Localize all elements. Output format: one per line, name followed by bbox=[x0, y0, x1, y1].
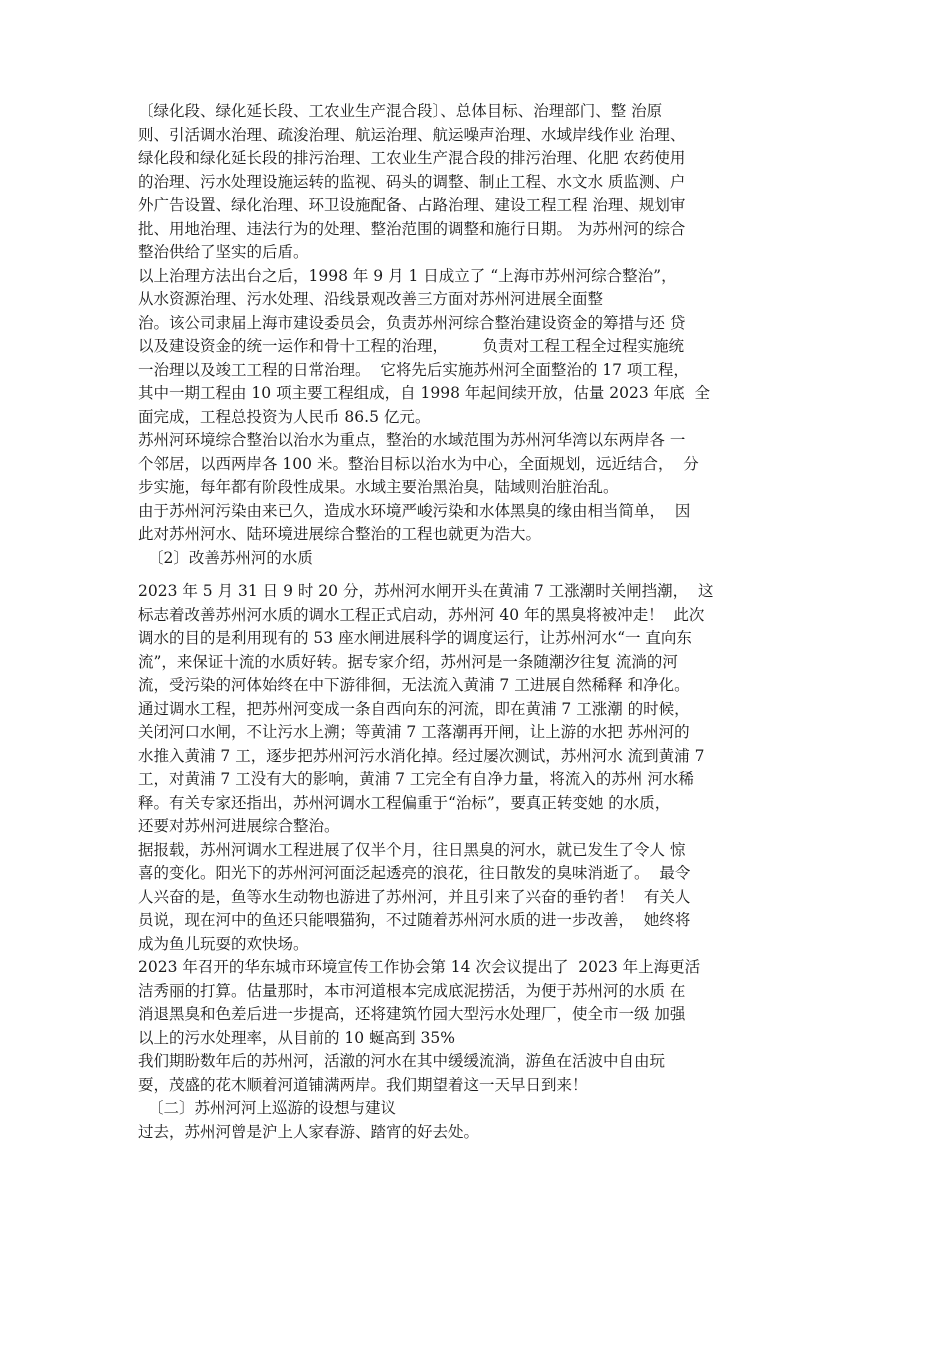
text-line: 洁秀丽的打算。估量那时，本市河道根本完成底泥捞活，为便于苏州河的水质 在 bbox=[138, 981, 686, 1000]
text-line: 整治供给了坚实的后盾。 bbox=[138, 243, 309, 261]
text-line: 流”，来保证十流的水质好转。据专家介绍，苏州河是一条随潮汐往复 流淌的河 bbox=[138, 652, 678, 671]
text-line: 一治理以及竣工工程的日常治理。 它将先后实施苏州河全面整治的 17 项工程， bbox=[138, 360, 689, 379]
text-line: 的治理、污水处理设施运转的监视、码头的调整、制止工程、水文水 质监测、户 bbox=[138, 172, 686, 191]
text-line: 耍，茂盛的花木顺着河道铺满两岸。我们期望着这一天早日到来！ bbox=[138, 1075, 588, 1094]
text-line: 以上治理方法出台之后，1998 年 9 月 1 日成立了 “上海市苏州河综合整治”， bbox=[138, 266, 677, 285]
text-line: 治。该公司隶届上海市建设委员会，负责苏州河综合整治建设资金的筹措与还 贷 bbox=[138, 313, 686, 332]
text-line: 绿化段和绿化延长段的排污治理、工农业生产混合段的排污治理、化肥 农药使用 bbox=[138, 149, 686, 167]
text-line: 以及建设资金的统一运作和骨十工程的治理， 负责对工程工程全过程实施统 bbox=[138, 337, 684, 355]
document-body bbox=[138, 100, 788, 1144]
text-line: 员说，现在河中的鱼还只能喂猫狗，不过随着苏州河水质的进一步改善， 她终将 bbox=[138, 911, 691, 929]
text-line: 2023 年召开的华东城市环境宣传工作协会第 14 次会议提出了 2023 年上海更活 bbox=[138, 958, 701, 976]
text-line: 成为鱼儿玩耍的欢快场。 bbox=[138, 934, 309, 953]
text-line: 其中一期工程由 10 项主要工程组成，自 1998 年起间续开放，估量 2023 年底 全 bbox=[138, 384, 711, 402]
text-line: 从水资源治理、污水处理、沿线景观改善三方面对苏州河进展全面整 bbox=[138, 290, 604, 308]
text-line: 〔绿化段、绿化延长段、工农业生产混合段〕、总体目标、治理部门、整 治原 bbox=[138, 102, 663, 120]
paragraph-block-1 bbox=[138, 100, 788, 547]
text-line: 工，对黄浦 7 工没有大的影响，黄浦 7 工完全有自净力量，将流入的苏州 河水稀 bbox=[138, 770, 694, 788]
text-line: 则、引活调水治理、疏浚治理、航运治理、航运噪声治理、水域岸线作业 治理、 bbox=[138, 125, 686, 144]
text-line: 消退黑臭和色差后进一步提高，还将建筑竹园大型污水处理厂，使全市一级 加强 bbox=[138, 1005, 686, 1023]
text-line: 2023 年 5 月 31 日 9 时 20 分，苏州河水闸开头在黄浦 7 工涨潮时关闸挡潮， 这 bbox=[138, 582, 714, 600]
text-line: 标志着改善苏州河水质的调水工程正式启动，苏州河 40 年的黑臭将被冲走！ 此次 bbox=[138, 605, 705, 624]
text-line: 由于苏州河污染由来已久，造成水环境严峻污染和水体黑臭的缘由相当简单， 因 bbox=[138, 501, 691, 520]
text-line: 调水的目的是利用现有的 53 座水闸进展科学的调度运行，让苏州河水“一 直向东 bbox=[138, 629, 692, 647]
paragraph-block-2 bbox=[138, 580, 788, 1097]
text-line: 喜的变化。阳光下的苏州河河面泛起透亮的浪花，往日散发的臭味消逝了。 最令 bbox=[138, 864, 691, 882]
text-line: 水推入黄浦 7 工，逐步把苏州河污水消化掉。经过屡次测试，苏州河水 流到黄浦 7 bbox=[138, 746, 705, 765]
text-line: 还要对苏州河进展综合整治。 bbox=[138, 817, 340, 835]
text-line: 苏州河环境综合整治以治水为重点，整治的水域范围为苏州河华湾以东两岸各 一 bbox=[138, 431, 686, 449]
text-line-final: 过去，苏州河曾是沪上人家春游、踏宵的好去处。 bbox=[138, 1122, 480, 1141]
text-line: 此对苏州河水、陆环境进展综合整治的工程也就更为浩大。 bbox=[138, 525, 542, 543]
text-line: 我们期盼数年后的苏州河，活澈的河水在其中缓缓流淌，游鱼在活波中自由玩 bbox=[138, 1052, 666, 1070]
text-line: 个邻居，以西两岸各 100 米。整治目标以治水为中心，全面规划，远近结合， 分 bbox=[138, 454, 699, 473]
text-line: 释。有关专家还指出，苏州河调水工程偏重于“治标”，要真正转变她 的水质， bbox=[138, 793, 671, 812]
text-line: 外广告设置、绿化治理、环卫设施配备、占路治理、建设工程工程 治理、规划审 bbox=[138, 196, 686, 214]
spacer bbox=[138, 570, 788, 580]
section-heading-cruise-proposal: 〔二〕苏州河河上巡游的设想与建议 bbox=[148, 1099, 397, 1117]
text-line: 步实施，每年都有阶段性成果。水域主要治黑治臭，陆域则治脏治乱。 bbox=[138, 478, 619, 496]
text-line: 面完成，工程总投资为人民币 86.5 亿元。 bbox=[138, 407, 431, 426]
section-heading-improve-water-quality: 〔2〕改善苏州河的水质 bbox=[148, 548, 313, 567]
text-line: 通过调水工程，把苏州河变成一条自西向东的河流，即在黄浦 7 工涨潮 的时候， bbox=[138, 699, 690, 718]
text-line: 关闭河口水闸，不让污水上溯；等黄浦 7 工落潮再开闸，让上游的水把 苏州河的 bbox=[138, 723, 690, 741]
text-line: 以上的污水处理率，从目前的 10 蜒高到 35% bbox=[138, 1028, 455, 1047]
text-line: 据报载，苏州河调水工程进展了仅半个月，往日黑臭的河水，就已发生了令人 惊 bbox=[138, 840, 686, 859]
text-line: 流，受污染的河体始终在中下游徘徊，无法流入黄浦 7 工进展自然稀释 和净化。 bbox=[138, 676, 690, 694]
text-line: 人兴奋的是，鱼等水生动物也游进了苏州河，并且引来了兴奋的垂钓者！ 有关人 bbox=[138, 887, 691, 906]
text-line: 批、用地治理、违法行为的处理、整治范围的调整和施行日期。 为苏州河的综合 bbox=[138, 219, 686, 238]
